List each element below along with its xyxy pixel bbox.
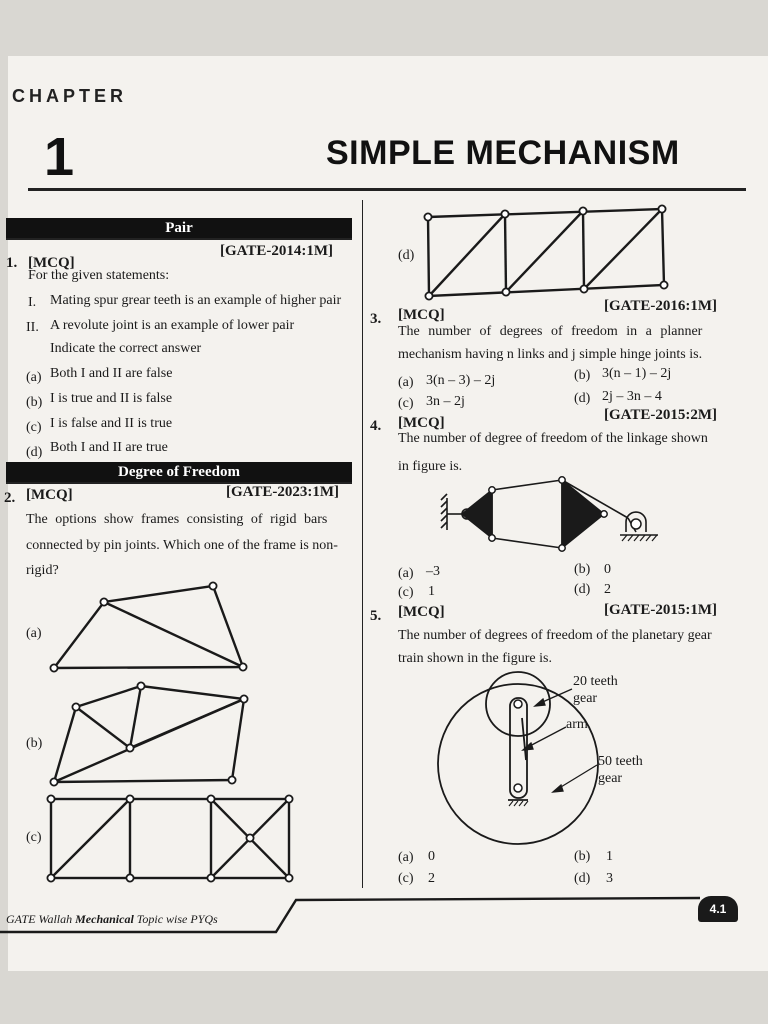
q1-number: 1. [6,255,18,271]
q4-option-d: 2 [604,582,611,597]
section-banner-dof: Degree of Freedom [6,462,352,482]
q1-statement-2-label: II. [26,320,39,335]
q2-tag: [GATE-2023:1M] [226,484,340,500]
q1-option-d: Both I and II are true [50,440,168,455]
q5-label-large-gear-2: gear [598,771,623,786]
q1-option-c: I is false and II is true [50,416,173,431]
q1-option-c-label: (c) [26,420,42,435]
q5-option-a-label: (a) [398,850,414,865]
q5-option-c-label: (c) [398,871,414,886]
q1-type: [MCQ] [28,255,75,271]
q2-figure-b-label: (b) [26,736,43,751]
q5-label-small-gear-1: 20 teeth [573,674,618,689]
q5-label-arm: arm [566,717,588,732]
q4-option-d-label: (d) [574,582,591,597]
q5-option-a: 0 [428,849,435,864]
q4-option-c: 1 [428,584,435,599]
q4-number: 4. [370,418,382,434]
q2-figure-d-label: (d) [398,248,415,263]
q5-option-d: 3 [606,871,613,886]
q3-option-b: 3(n – 1) – 2j [602,366,672,381]
q5-option-c: 2 [428,871,435,886]
q2-figure-c-label: (c) [26,830,42,845]
q2-stem-line-3: rigid? [26,563,59,578]
q2-type: [MCQ] [26,487,73,503]
q2-figure-a-label: (a) [26,626,42,641]
q4-tag: [GATE-2015:2M] [604,407,718,423]
q5-stem-line-2: train shown in the figure is. [398,651,552,666]
q3-option-a: 3(n – 3) – 2j [426,373,496,388]
q2-stem-line-2: connected by pin joints. Which one of the frame is non- [26,538,338,553]
q4-option-b: 0 [604,562,611,577]
q3-stem-line-1: The number of degrees of freedom in a planner [398,324,703,339]
q1-option-d-label: (d) [26,445,43,460]
footer-text [6,912,218,927]
q1-option-b-label: (b) [26,395,43,410]
q1-instruction: Indicate the correct answer [50,341,202,356]
section-banner-pair: Pair [6,218,352,238]
q5-label-small-gear-2: gear [573,691,598,706]
q1-option-a: Both I and II are false [50,366,173,381]
q5-tag: [GATE-2015:1M] [604,602,718,618]
q4-type: [MCQ] [398,415,445,431]
q1-tag: [GATE-2014:1M] [220,243,334,259]
q5-stem-line-1: The number of degrees of freedom of the planetary gear [398,628,712,643]
q1-statement-2: A revolute joint is an example of lower pair [50,318,295,333]
q1-stem: For the given statements: [28,268,170,283]
q4-option-a-label: (a) [398,566,414,581]
q3-tag: [GATE-2016:1M] [604,298,718,314]
q1-statement-1: Mating spur grear teeth is an example of higher pair [50,293,342,308]
chapter-number: 1 [44,127,75,187]
footer-prefix: GATE Wallah [6,912,76,926]
footer-subject: Mechanical [75,912,134,926]
q3-type: [MCQ] [398,307,445,323]
q2-number: 2. [4,490,16,506]
q5-type: [MCQ] [398,604,445,620]
q3-option-c: 3n – 2j [426,394,465,409]
q3-option-d: 2j – 3n – 4 [602,389,662,404]
q3-option-c-label: (c) [398,396,414,411]
q3-number: 3. [370,311,382,327]
q1-statement-1-label: I. [28,295,37,310]
q4-option-b-label: (b) [574,562,591,577]
q5-number: 5. [370,608,382,624]
q4-option-c-label: (c) [398,585,414,600]
chapter-label: CHAPTER [12,86,128,106]
page-number-badge: 4.1 [698,896,738,922]
q1-option-b: I is true and II is false [50,391,173,406]
q4-stem-line-1: The number of degree of freedom of the linkage shown [398,431,708,446]
q5-option-b: 1 [606,849,613,864]
q3-option-b-label: (b) [574,368,591,383]
q1-option-a-label: (a) [26,370,42,385]
q3-option-d-label: (d) [574,391,591,406]
chapter-title: SIMPLE MECHANISM [326,134,680,172]
q3-option-a-label: (a) [398,375,414,390]
footer-suffix: Topic wise PYQs [133,912,218,926]
q5-option-b-label: (b) [574,849,591,864]
q5-option-d-label: (d) [574,871,591,886]
q4-stem-line-2: in figure is. [398,459,463,474]
q5-label-large-gear-1: 50 teeth [598,754,643,769]
q4-option-a: –3 [426,564,440,579]
q3-stem-line-2: mechanism having n links and j simple hinge joints is. [398,347,703,362]
q2-stem-line-1: The options show frames consisting of rigid bars [26,512,328,527]
